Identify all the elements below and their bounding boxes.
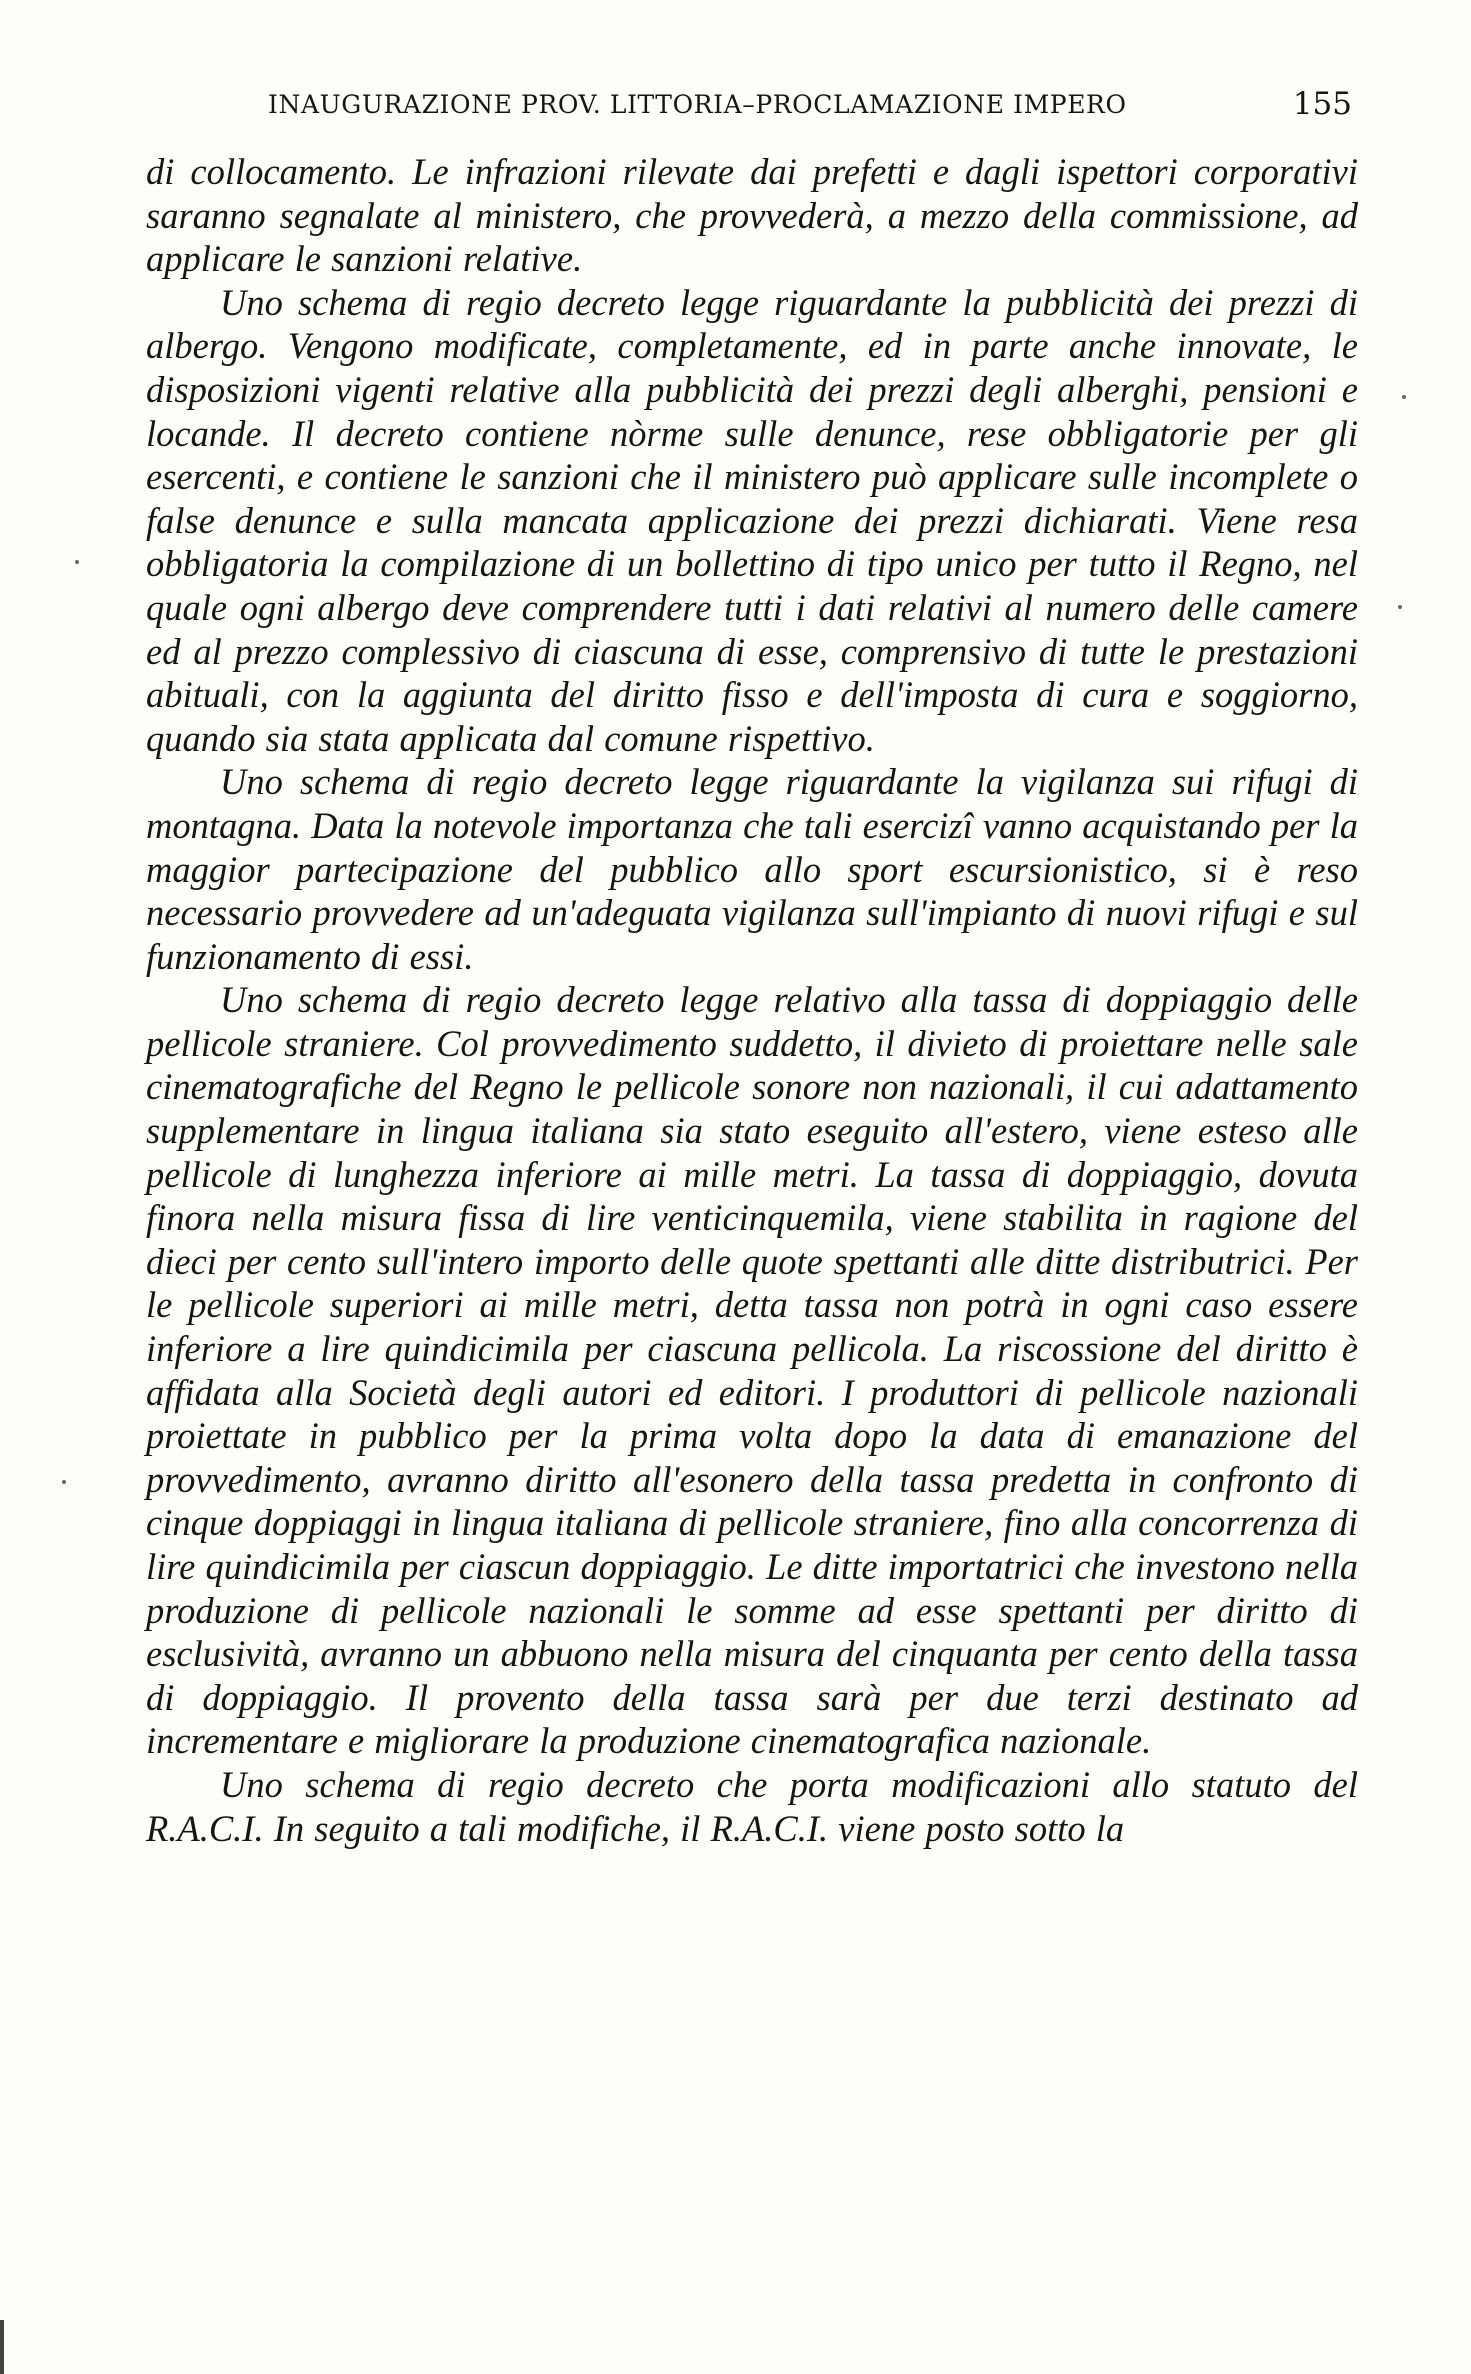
paragraph-collocamento: di collocamento. Le infrazioni rilevate dai prefetti e dagli ispettori corporativi saranno segnalate al ministero, che provvederà, a mezzo della commissione, ad applicare le sanzioni relative. bbox=[146, 151, 1358, 280]
margin-mark bbox=[1398, 605, 1402, 609]
scan-edge-line bbox=[0, 2320, 4, 2374]
margin-mark bbox=[75, 560, 79, 564]
paragraph-statuto-raci: Uno schema di regio decreto che porta modificazioni allo statuto del R.A.C.I. In seguito a tali modifiche, il R.A.C.I. viene posto sotto la bbox=[146, 1763, 1358, 1849]
paragraph-vigilanza-rifugi: Uno schema di regio decreto legge riguardante la vigilanza sui rifugi di montagna. Data la notevole importanza che tali esercizî vanno acquistando per la maggior partecipazione del pubblico allo sport escursionistico, si è reso necessario provvedere ad un'adeguata vigilanza sull'impianto di nuovi rifugi e sul funzionamento di essi. bbox=[146, 761, 1358, 977]
paragraph-pubblicita-prezzi-albergo: Uno schema di regio decreto legge riguardante la pubblicità dei prezzi di albergo. Vengono modificate, completamente, ed in parte anche innovate, le disposizioni vigenti relative alla pubblicità dei prezzi degli alberghi, pensioni e locande. Il decreto contiene nòrme sulle denunce, rese obbligatorie per gli esercenti, e contiene le sanzioni che il ministero può applicare sulle incomplete o false denunce e sulla mancata applicazione dei prezzi dichiarati. Viene resa obbligatoria la compilazione di un bollettino di tipo unico per tutto il Regno, nel quale ogni albergo deve comprendere tutti i dati relativi al numero delle camere ed al prezzo complessivo di ciascuna di esse, comprensivo di tutte le prestazioni abituali, con la aggiunta del diritto fisso e dell'imposta di cura e soggiorno, quando sia stata applicata dal comune rispettivo. bbox=[146, 281, 1358, 759]
margin-mark bbox=[62, 1480, 66, 1484]
margin-mark bbox=[1402, 395, 1406, 399]
page-number: 155 bbox=[1292, 86, 1352, 122]
paragraph-tassa-doppiaggio: Uno schema di regio decreto legge relativo alla tassa di doppiaggio delle pellicole straniere. Col provvedimento suddetto, il divieto di proiettare nelle sale cinematografiche del Regno le pellicole sonore non nazionali, il cui adattamento supplementare in lingua italiana sia stato eseguito all'estero, viene esteso alle pellicole di lunghezza inferiore ai mille metri. La tassa di doppiaggio, dovuta finora nella misura fissa di lire venticinquemila, viene stabilita in ragione del dieci per cento sull'intero importo delle quote spettanti alle ditte distributrici. Per le pellicole superiori ai mille metri, detta tassa non potrà in ogni caso essere inferiore a lire quindicimila per ciascuna pellicola. La riscossione del diritto è affidata alla Società degli autori ed editori. I produttori di pellicole nazionali proiettate in pubblico per la prima volta dopo la data di emanazione del provvedimento, avranno diritto all'esonero della tassa predetta in confronto di cinque doppiaggi in lingua italiana di pellicole straniere, fino alla concorrenza di lire quindicimila per ciascun doppiaggio. Le ditte importatrici che investono nella produzione di pellicole nazionali le somme ad esse spettanti per diritto di esclusività, avranno un abbuono nella misura del cinquanta per cento della tassa di doppiaggio. Il provento della tassa sarà per due terzi destinato ad incrementare e migliorare la produzione cinematografica nazionale. bbox=[146, 979, 1358, 1762]
body-text bbox=[146, 150, 1358, 1850]
running-title: INAUGURAZIONE PROV. LITTORIA–PROCLAMAZIONE IMPERO bbox=[268, 90, 1127, 119]
running-header bbox=[268, 86, 1352, 130]
